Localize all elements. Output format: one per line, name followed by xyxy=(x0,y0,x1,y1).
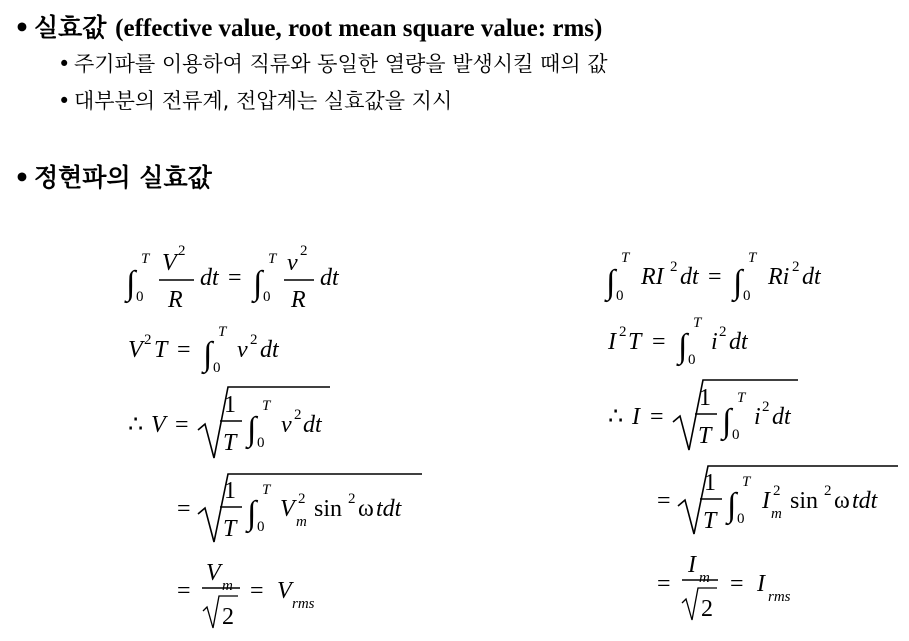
svg-text:0: 0 xyxy=(136,289,144,305)
heading-english: (effective value, root mean square value: rms) xyxy=(115,15,603,42)
svg-text:=: = xyxy=(175,412,189,438)
svg-text:=: = xyxy=(228,265,242,291)
svg-text:dt: dt xyxy=(303,412,322,438)
svg-text:sin: sin xyxy=(314,496,343,522)
svg-text:=: = xyxy=(652,329,666,355)
right-eq-3 xyxy=(608,380,798,450)
svg-text:T: T xyxy=(742,474,751,490)
svg-text:2: 2 xyxy=(719,324,727,340)
bullet-dot: • xyxy=(14,13,30,42)
svg-text:I: I xyxy=(608,329,616,355)
svg-text:R: R xyxy=(168,287,183,313)
svg-text:=: = xyxy=(177,496,191,522)
svg-text:2: 2 xyxy=(250,332,258,348)
svg-text:T: T xyxy=(262,398,271,414)
svg-text:T: T xyxy=(268,251,277,267)
svg-text:0: 0 xyxy=(213,360,221,376)
right-eq-4 xyxy=(657,466,898,534)
svg-text:∫: ∫ xyxy=(678,328,688,365)
svg-text:2: 2 xyxy=(298,491,306,507)
svg-text:m: m xyxy=(771,506,782,522)
left-eq-4 xyxy=(177,474,422,542)
svg-text:ω: ω xyxy=(358,496,374,522)
svg-text:∫: ∫ xyxy=(247,411,257,448)
svg-text:2: 2 xyxy=(824,483,832,499)
svg-text:0: 0 xyxy=(743,288,751,304)
svg-text:0: 0 xyxy=(737,511,745,527)
svg-text:m: m xyxy=(222,578,233,594)
svg-text:T: T xyxy=(223,516,237,542)
svg-text:V: V xyxy=(206,560,221,586)
svg-text:dt: dt xyxy=(200,265,219,291)
right-eq-5 xyxy=(657,552,791,622)
svg-text:sin: sin xyxy=(790,488,819,514)
svg-text:2: 2 xyxy=(773,483,781,499)
heading-sinusoid-text: 정현파의 실효값 xyxy=(34,163,212,192)
svg-text:V: V xyxy=(277,578,292,604)
svg-text:∫: ∫ xyxy=(727,487,737,524)
svg-text:2: 2 xyxy=(144,332,152,348)
left-eq-2 xyxy=(128,324,280,376)
svg-text:0: 0 xyxy=(257,435,265,451)
bullet-text-1: 주기파를 이용하여 직류와 동일한 열량을 발생시킬 때의 값 xyxy=(74,52,608,76)
svg-text:v: v xyxy=(237,337,248,363)
svg-text:tdt: tdt xyxy=(376,496,402,522)
svg-text:T: T xyxy=(218,324,227,340)
svg-text:m: m xyxy=(699,570,710,586)
svg-text:T: T xyxy=(628,329,642,355)
svg-text:i: i xyxy=(754,404,761,430)
bullet-dot: • xyxy=(58,89,71,113)
left-equation-block xyxy=(124,243,422,630)
svg-text:T: T xyxy=(748,250,757,266)
left-eq-1 xyxy=(124,243,340,313)
svg-text:dt: dt xyxy=(680,264,699,290)
svg-text:2: 2 xyxy=(300,243,308,259)
svg-text:T: T xyxy=(223,430,237,456)
svg-text:dt: dt xyxy=(802,264,821,290)
svg-text:ω: ω xyxy=(834,488,850,514)
svg-text:1: 1 xyxy=(704,470,716,496)
svg-text:dt: dt xyxy=(729,329,748,355)
svg-text:v: v xyxy=(281,412,292,438)
svg-text:T: T xyxy=(698,423,712,449)
svg-text:=: = xyxy=(177,578,191,604)
svg-text:T: T xyxy=(737,390,746,406)
svg-text:RI: RI xyxy=(641,264,664,290)
left-eq-5 xyxy=(177,560,315,630)
svg-text:∫: ∫ xyxy=(126,265,136,302)
svg-text:2: 2 xyxy=(619,324,627,340)
svg-text:=: = xyxy=(177,337,191,363)
svg-text:I: I xyxy=(757,571,765,597)
bullet-text-2: 대부분의 전류계, 전압계는 실효값을 지시 xyxy=(74,89,453,113)
svg-text:=: = xyxy=(730,571,744,597)
svg-text:m: m xyxy=(296,514,307,530)
svg-text:T: T xyxy=(703,508,717,534)
svg-text:2: 2 xyxy=(670,259,678,275)
svg-text:2: 2 xyxy=(792,259,800,275)
svg-text:2: 2 xyxy=(222,604,234,630)
svg-text:0: 0 xyxy=(616,288,624,304)
right-eq-1 xyxy=(604,250,822,304)
svg-text:I: I xyxy=(762,488,770,514)
bullet-dot: • xyxy=(14,163,30,192)
svg-text:=: = xyxy=(657,488,671,514)
svg-text:v: v xyxy=(287,250,298,276)
svg-text:dt: dt xyxy=(772,404,791,430)
svg-text:=: = xyxy=(650,404,664,430)
svg-text:2: 2 xyxy=(178,243,186,259)
right-equation-block xyxy=(604,250,898,622)
svg-text:Ri: Ri xyxy=(768,264,790,290)
svg-text:∫: ∫ xyxy=(722,403,732,440)
svg-text:1: 1 xyxy=(224,478,236,504)
svg-text:rms: rms xyxy=(768,589,791,605)
svg-text:2: 2 xyxy=(701,596,713,622)
svg-text:T: T xyxy=(693,315,702,331)
svg-text:2: 2 xyxy=(762,399,770,415)
svg-text:dt: dt xyxy=(320,265,339,291)
svg-text:0: 0 xyxy=(263,289,271,305)
svg-text:2: 2 xyxy=(348,491,356,507)
svg-text:=: = xyxy=(708,264,722,290)
svg-text:∫: ∫ xyxy=(203,336,213,373)
svg-text:0: 0 xyxy=(688,352,696,368)
svg-text:T: T xyxy=(141,251,150,267)
svg-text:rms: rms xyxy=(292,596,315,612)
svg-text:V: V xyxy=(162,250,177,276)
svg-text:V: V xyxy=(280,496,295,522)
right-eq-2 xyxy=(607,315,749,368)
heading-korean: 실효값 xyxy=(34,13,107,42)
svg-text:R: R xyxy=(291,287,306,313)
svg-text:∴: ∴ xyxy=(608,404,624,430)
svg-text:V: V xyxy=(151,412,166,438)
svg-text:∫: ∫ xyxy=(247,495,257,532)
svg-text:tdt: tdt xyxy=(852,488,878,514)
svg-text:=: = xyxy=(657,571,671,597)
svg-text:T: T xyxy=(154,337,168,363)
svg-text:∫: ∫ xyxy=(253,265,263,302)
svg-text:I: I xyxy=(688,552,696,578)
svg-text:T: T xyxy=(262,482,271,498)
svg-text:=: = xyxy=(250,578,264,604)
svg-text:2: 2 xyxy=(294,407,302,423)
svg-text:0: 0 xyxy=(732,427,740,443)
svg-text:T: T xyxy=(621,250,630,266)
svg-text:dt: dt xyxy=(260,337,279,363)
svg-text:1: 1 xyxy=(224,392,236,418)
svg-text:∫: ∫ xyxy=(606,264,616,301)
left-eq-3 xyxy=(128,387,330,458)
svg-text:V: V xyxy=(128,337,143,363)
bullet-dot: • xyxy=(58,52,71,76)
svg-text:∫: ∫ xyxy=(733,264,743,301)
svg-text:1: 1 xyxy=(699,385,711,411)
svg-text:i: i xyxy=(711,329,718,355)
svg-text:0: 0 xyxy=(257,519,265,535)
svg-text:I: I xyxy=(632,404,640,430)
svg-text:∴: ∴ xyxy=(128,412,144,438)
